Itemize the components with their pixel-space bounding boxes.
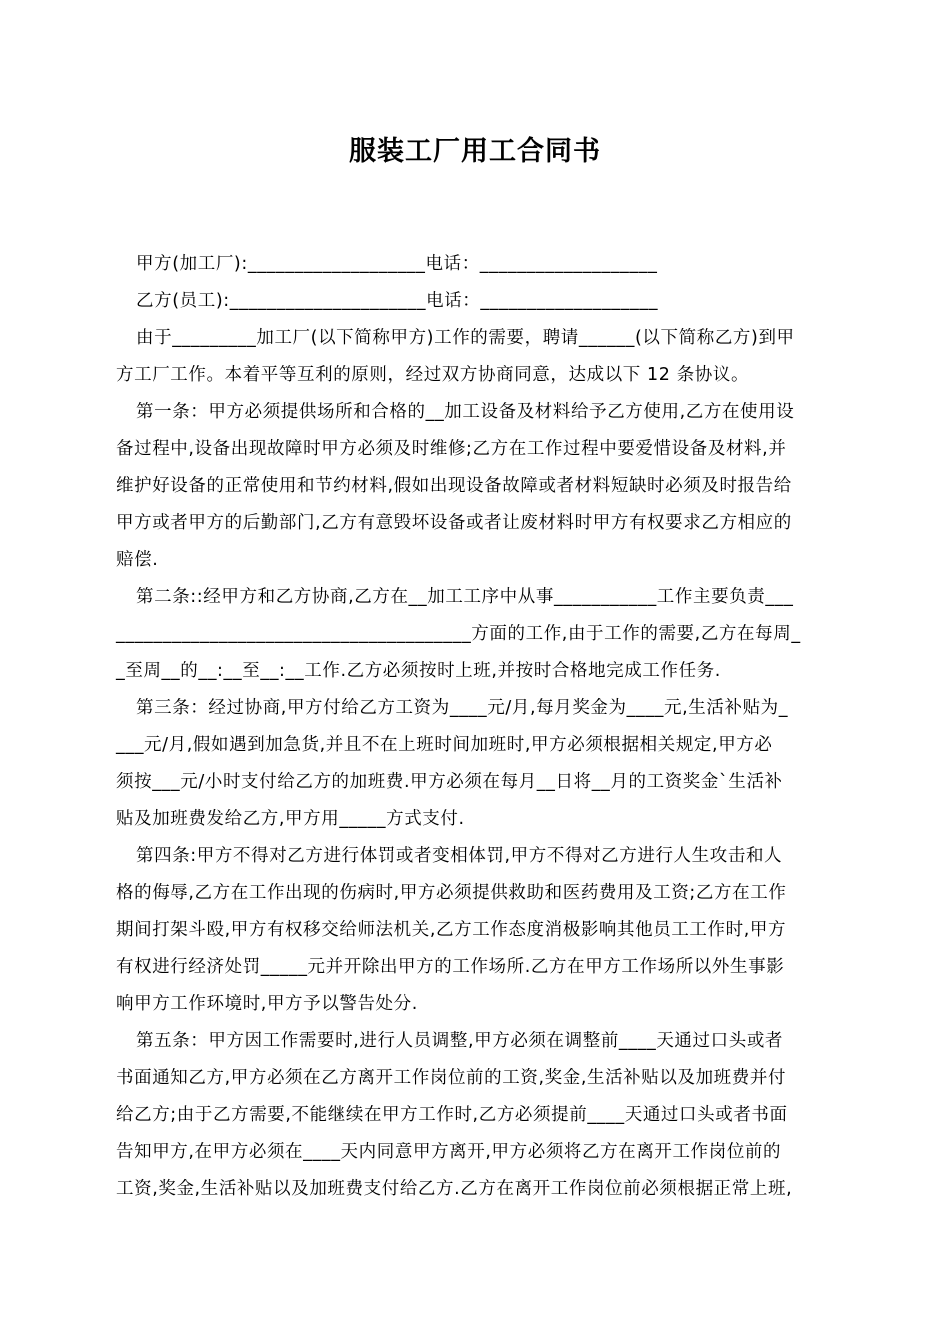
document-line: ______________________________________方面的工作,由于工作的需要,乙方在每周_	[116, 624, 801, 644]
document-line: 第一条：甲方必须提供场所和合格的__加工设备及材料给予乙方使用,乙方在使用设	[136, 402, 795, 422]
document-line: 须按___元/小时支付给乙方的加班费.甲方必须在每月__日将__月的工资奖金`生活补	[116, 772, 783, 792]
document-line: 备过程中,设备出现故障时甲方必须及时维修;乙方在工作过程中要爱惜设备及材料,并	[116, 439, 787, 459]
document-line: 第三条：经过协商,甲方付给乙方工资为____元/月,每月奖金为____元,生活补贴为_	[136, 698, 789, 718]
document-line: ___元/月,假如遇到加急货,并且不在上班时间加班时,甲方必须根据相关规定,甲方必	[116, 735, 773, 755]
document-line: 方工厂工作。本着平等互利的原则，经过双方协商同意，达成以下 12 条协议。	[116, 365, 750, 385]
document-line: 告知甲方,在甲方必须在____天内同意甲方离开,甲方必须将乙方在离开工作岗位前的	[116, 1142, 782, 1162]
document-line: 有权进行经济处罚_____元并开除出甲方的工作场所.乙方在甲方工作场所以外生事影	[116, 957, 785, 977]
document-line: 响甲方工作环境时,甲方予以警告处分.	[116, 994, 418, 1014]
document-title: 服装工厂用工合同书	[349, 136, 601, 167]
document-line: 给乙方;由于乙方需要,不能继续在甲方工作时,乙方必须提前____天通过口头或者书面	[116, 1105, 788, 1125]
document-line: 第四条:甲方不得对乙方进行体罚或者变相体罚,甲方不得对乙方进行人生攻击和人	[136, 846, 783, 866]
document-line: 甲方(加工厂):___________________电话：___________________	[136, 254, 658, 274]
document-line: 书面通知乙方,甲方必须在乙方离开工作岗位前的工资,奖金,生活补贴以及加班费并付	[116, 1068, 787, 1088]
document-line: 贴及加班费发给乙方,甲方用_____方式支付.	[116, 809, 465, 829]
document-line: 格的侮辱,乙方在工作出现的伤病时,甲方必须提供救助和医药费用及工资;乙方在工作	[116, 883, 787, 903]
document-line: 期间打架斗殴,甲方有权移交给师法机关,乙方工作态度消极影响其他员工工作时,甲方	[116, 920, 787, 940]
document-line: _至周__的__:__至__:__工作.乙方必须按时上班,并按时合格地完成工作任务.	[116, 661, 721, 681]
document-line: 第五条：甲方因工作需要时,进行人员调整,甲方必须在调整前____天通过口头或者	[136, 1031, 784, 1051]
document-line: 甲方或者甲方的后勤部门,乙方有意毁坏设备或者让废材料时甲方有权要求乙方相应的	[116, 513, 792, 533]
document-line: 赔偿.	[116, 550, 159, 570]
document-line: 由于_________加工厂(以下简称甲方)工作的需要，聘请______(以下简称乙方)到甲	[136, 328, 795, 348]
document-line: 第二条::经甲方和乙方协商,乙方在__加工工序中从事___________工作主要负责___	[136, 587, 794, 607]
document-line: 乙方(员工):_____________________电话：___________________	[136, 291, 659, 311]
document-body	[116, 246, 840, 1208]
document-line: 工资,奖金,生活补贴以及加班费支付给乙方.乙方在离开工作岗位前必须根据正常上班,	[116, 1179, 793, 1199]
document-line: 维护好设备的正常使用和节约材料,假如出现设备故障或者材料短缺时必须及时报告给	[116, 476, 792, 496]
